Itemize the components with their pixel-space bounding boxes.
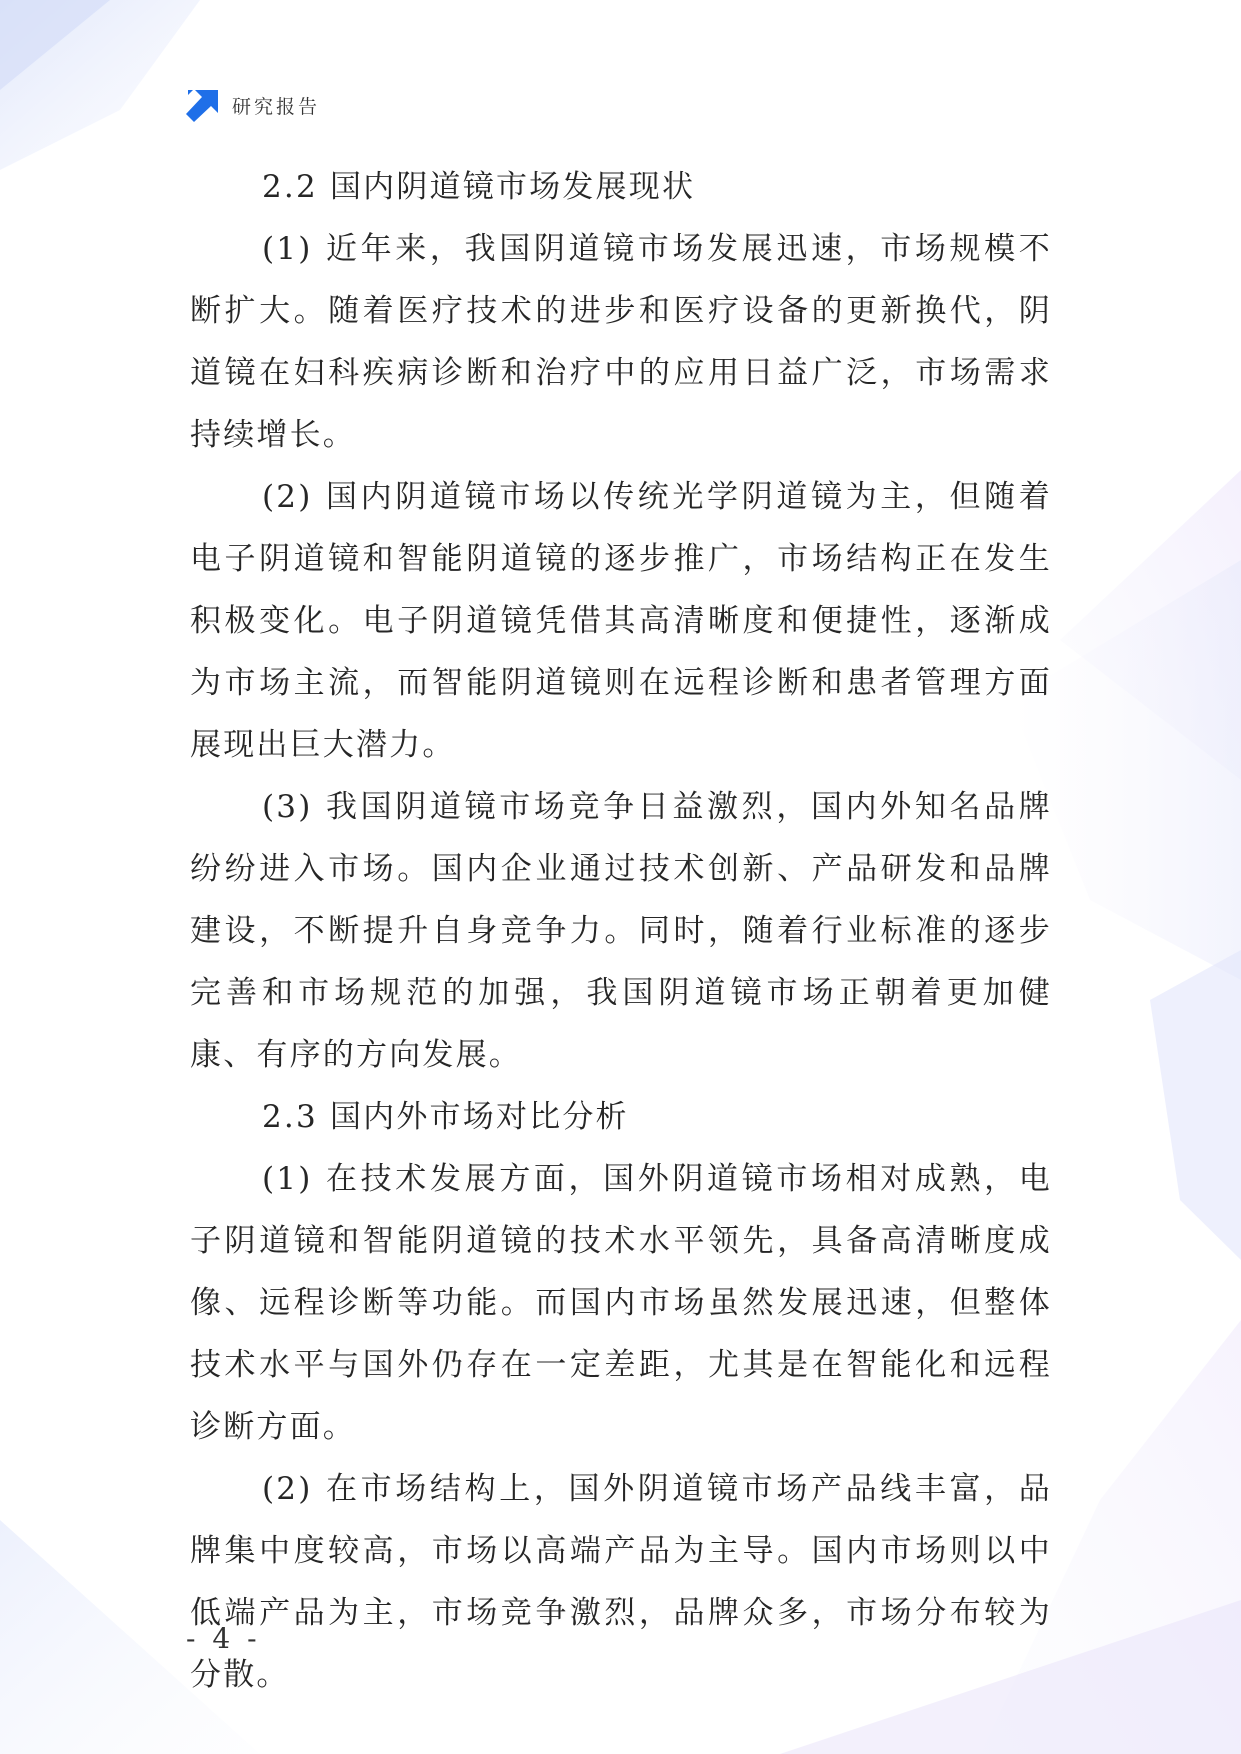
section-heading: 2.3 国内外市场对比分析	[262, 1099, 629, 1135]
page-number: - 4 -	[186, 1622, 261, 1655]
report-header	[186, 88, 320, 122]
arrow-up-right-icon	[186, 88, 220, 122]
section-heading: 2.2 国内阴道镜市场发展现状	[262, 169, 696, 205]
body-paragraph: (1) 近年来，我国阴道镜市场发展迅速，市场规模不断扩大。随着医疗技术的进步和医疗设备的更新换代，阴道镜在妇科疾病诊断和治疗中的应用日益广泛，市场需求持续增长。	[190, 231, 1052, 453]
document-body	[190, 156, 1052, 1706]
header-title: 研究报告	[232, 95, 321, 118]
body-paragraph: (2) 在市场结构上，国外阴道镜市场产品线丰富，品牌集中度较高，市场以高端产品为主导。国内市场则以中低端产品为主，市场竞争激烈，品牌众多，市场分布较为分散。	[190, 1471, 1052, 1693]
body-paragraph: (2) 国内阴道镜市场以传统光学阴道镜为主，但随着电子阴道镜和智能阴道镜的逐步推广，市场结构正在发生积极变化。电子阴道镜凭借其高清晰度和便捷性，逐渐成为市场主流，而智能阴道镜则在远程诊断和患者管理方面展现出巨大潜力。	[190, 479, 1052, 763]
body-paragraph: (3) 我国阴道镜市场竞争日益激烈，国内外知名品牌纷纷进入市场。国内企业通过技术创新、产品研发和品牌建设，不断提升自身竞争力。同时，随着行业标准的逐步完善和市场规范的加强，我国阴道镜市场正朝着更加健康、有序的方向发展。	[190, 789, 1052, 1073]
body-paragraph: (1) 在技术发展方面，国外阴道镜市场相对成熟，电子阴道镜和智能阴道镜的技术水平领先，具备高清晰度成像、远程诊断等功能。而国内市场虽然发展迅速，但整体技术水平与国外仍存在一定差距，尤其是在智能化和远程诊断方面。	[190, 1161, 1052, 1445]
